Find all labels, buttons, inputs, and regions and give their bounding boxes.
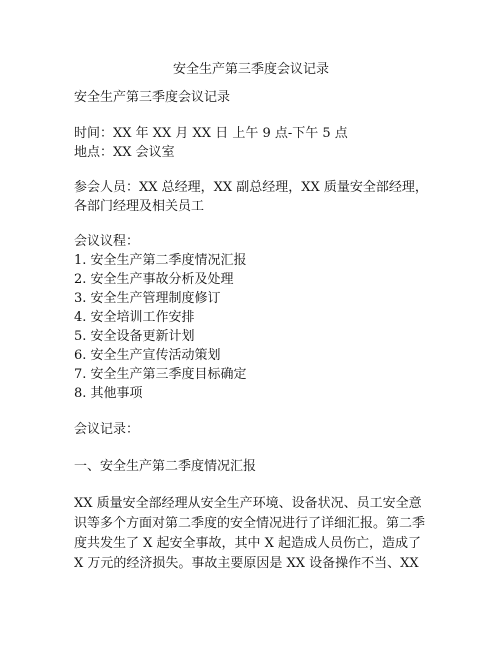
agenda-item: 5. 安全设备更新计划 — [74, 329, 195, 344]
meeting-location: 地点：XX 会议室 — [74, 145, 175, 160]
section-paragraph — [74, 494, 434, 574]
attendees-line-1: 参会人员：XX 总经理，XX 副总经理，XX 质量安全部经理， — [74, 180, 428, 195]
attendees-line-2: 各部门经理及相关员工 — [74, 199, 205, 214]
agenda-item: 8. 其他事项 — [74, 386, 143, 401]
agenda-item: 4. 安全培训工作安排 — [74, 310, 195, 325]
document-subtitle: 安全生产第三季度会议记录 — [74, 90, 231, 105]
paragraph-line: XX 质量安全部经理从安全生产环境、设备状况、员工安全意 — [74, 496, 422, 511]
agenda-item: 2. 安全生产事故分析及处理 — [74, 272, 234, 287]
agenda-item: 7. 安全生产第三季度目标确定 — [74, 367, 247, 382]
agenda-item: 3. 安全生产管理制度修订 — [74, 291, 221, 306]
document-title: 安全生产第三季度会议记录 — [172, 62, 329, 77]
meeting-time: 时间：XX 年 XX 月 XX 日 上午 9 点-下午 5 点 — [74, 126, 348, 141]
agenda-item: 6. 安全生产宣传活动策划 — [74, 348, 221, 363]
record-heading: 会议记录： — [74, 422, 140, 437]
paragraph-line: X 万元的经济损失。事故主要原因是 XX 设备操作不当、XX — [74, 556, 419, 571]
section-heading: 一、安全生产第二季度情况汇报 — [74, 459, 257, 474]
agenda-heading: 会议议程： — [74, 234, 140, 249]
paragraph-line: 识等多个方面对第二季度的安全情况进行了详细汇报。第二季 — [74, 516, 426, 531]
agenda-item: 1. 安全生产第二季度情况汇报 — [74, 253, 247, 268]
paragraph-line: 度共发生了 X 起安全事故，其中 X 起造成人员伤亡，造成了 — [74, 536, 422, 551]
